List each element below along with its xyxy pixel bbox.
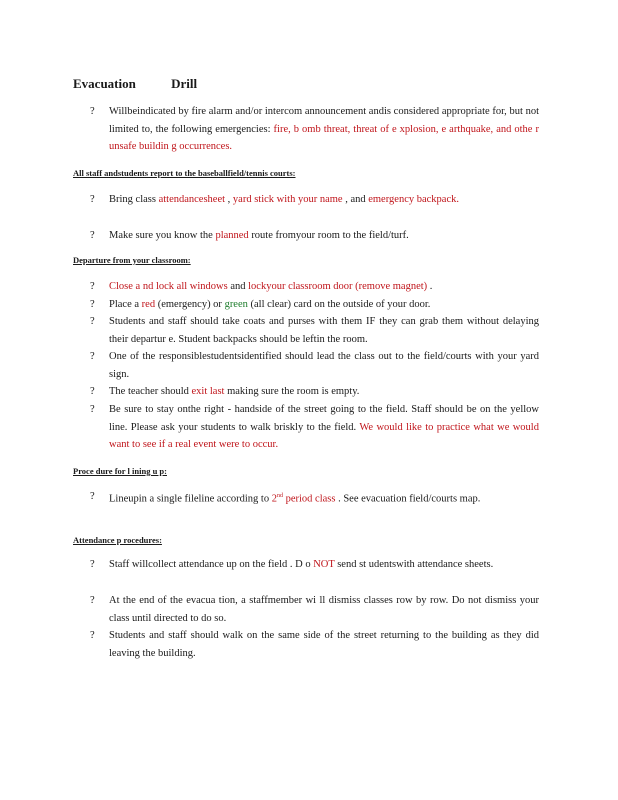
section-heading-departure: Departure from your classroom: xyxy=(73,255,191,265)
list-item xyxy=(109,383,539,401)
list-item-text: The teacher should xyxy=(109,386,192,397)
bullet-icon: ? xyxy=(90,404,95,415)
list-item-text: making sure the room is empty. xyxy=(224,386,360,397)
list-item-text: Lineupin a single fileline according to xyxy=(109,493,272,505)
list-item xyxy=(109,592,539,627)
list-item xyxy=(109,627,539,662)
list-item-text: Students and staff should walk on the same side of the street returning to the building as they did leaving the building. xyxy=(109,630,539,659)
bullet-icon: ? xyxy=(90,595,95,606)
list-item-text: send st udentswith attendance sheets. xyxy=(334,559,494,570)
list-item-text: Close a nd lock all windows xyxy=(109,281,228,292)
section-heading-attendance: Attendance p rocedures: xyxy=(73,535,162,545)
list-item-text: At the end of the evacua tion, a staffmember wi ll dismiss classes row by row. Do not dismiss your class until directed to do so. xyxy=(109,595,539,624)
list-item-text: . xyxy=(427,281,433,292)
section-heading-all-staff: All staff andstudents report to the baseballfield/tennis courts: xyxy=(73,168,296,178)
list-item xyxy=(109,191,539,209)
document-title xyxy=(73,76,197,92)
list-item-text: Students and staff should take coats and purses with them IF they can grab them without delaying their departur e. Student backpacks should be leftin the room. xyxy=(109,316,539,345)
list-item xyxy=(109,227,539,245)
list-item-text: Be sure to stay onthe right - handside of the street going to the field. Staff should be on the yellow line. Please ask your students to walk briskly to the field. xyxy=(109,404,539,433)
title-word-evacuation: Evacuation xyxy=(73,76,136,91)
bullet-icon: ? xyxy=(90,630,95,641)
list-item-text: yard stick with your name xyxy=(232,194,343,205)
list-item-text: red xyxy=(141,299,156,310)
list-item-text: , xyxy=(225,194,233,205)
list-item-text: attendancesheet xyxy=(158,194,226,205)
list-item xyxy=(109,488,539,508)
list-item xyxy=(109,103,539,156)
list-item-text: emergency backpack. xyxy=(368,194,459,205)
list-item-text: NOT xyxy=(313,559,335,570)
bullet-icon: ? xyxy=(90,316,95,327)
list-item-text: , and xyxy=(342,194,369,205)
list-item-text: green xyxy=(224,299,248,310)
list-item-text: 2 xyxy=(271,493,277,505)
list-item-text: exit last xyxy=(191,386,225,397)
bullet-icon: ? xyxy=(90,351,95,362)
bullet-icon: ? xyxy=(90,281,95,292)
list-item-text: Willbeindicated by fire alarm and/or intercom announcement andis considered appropriate for, but not limited to, the following emergencies: xyxy=(109,106,539,135)
list-item-text: nd xyxy=(276,493,283,499)
list-item xyxy=(109,401,539,454)
list-item xyxy=(109,556,539,574)
list-item-text: planned xyxy=(215,230,249,241)
bullet-icon: ? xyxy=(90,299,95,310)
list-item xyxy=(109,296,539,314)
bullet-icon: ? xyxy=(90,194,95,205)
title-word-drill: Drill xyxy=(171,76,198,91)
list-item-text: (emergency) or xyxy=(155,299,225,310)
list-item-text: We would like to practice what we would want to see if a real event were to occur. xyxy=(109,421,539,450)
bullet-icon: ? xyxy=(90,106,95,117)
list-item xyxy=(109,278,539,296)
bullet-icon: ? xyxy=(90,230,95,241)
section-heading-lining-up: Proce dure for l ining u p: xyxy=(73,466,167,476)
list-item-text: One of the responsiblestudentsidentified should lead the class out to the field/courts with your yard sign. xyxy=(109,351,539,380)
list-item-text: and xyxy=(227,281,249,292)
list-item-text: route fromyour room to the field/turf. xyxy=(248,230,409,241)
list-item-text: Staff willcollect attendance up on the field . D o xyxy=(109,559,314,570)
list-item-text: . See evacuation field/courts map. xyxy=(335,493,481,505)
list-item xyxy=(109,313,539,348)
list-item-text: lockyour classroom door (remove magnet) xyxy=(248,281,428,292)
list-item-text: (all clear) card on the outside of your door. xyxy=(247,299,431,310)
list-item-text: fire, b omb threat, threat of e xplosion, e arthquake, and othe r unsafe buildin g occurrences. xyxy=(109,123,539,152)
list-item xyxy=(109,348,539,383)
bullet-icon: ? xyxy=(90,386,95,397)
list-item-text: Bring class xyxy=(109,194,159,205)
bullet-icon: ? xyxy=(90,491,95,502)
list-item-text: Make sure you know the xyxy=(109,230,216,241)
bullet-icon: ? xyxy=(90,559,95,570)
list-item-text: Place a xyxy=(109,299,142,310)
list-item-text: period class xyxy=(282,493,336,505)
